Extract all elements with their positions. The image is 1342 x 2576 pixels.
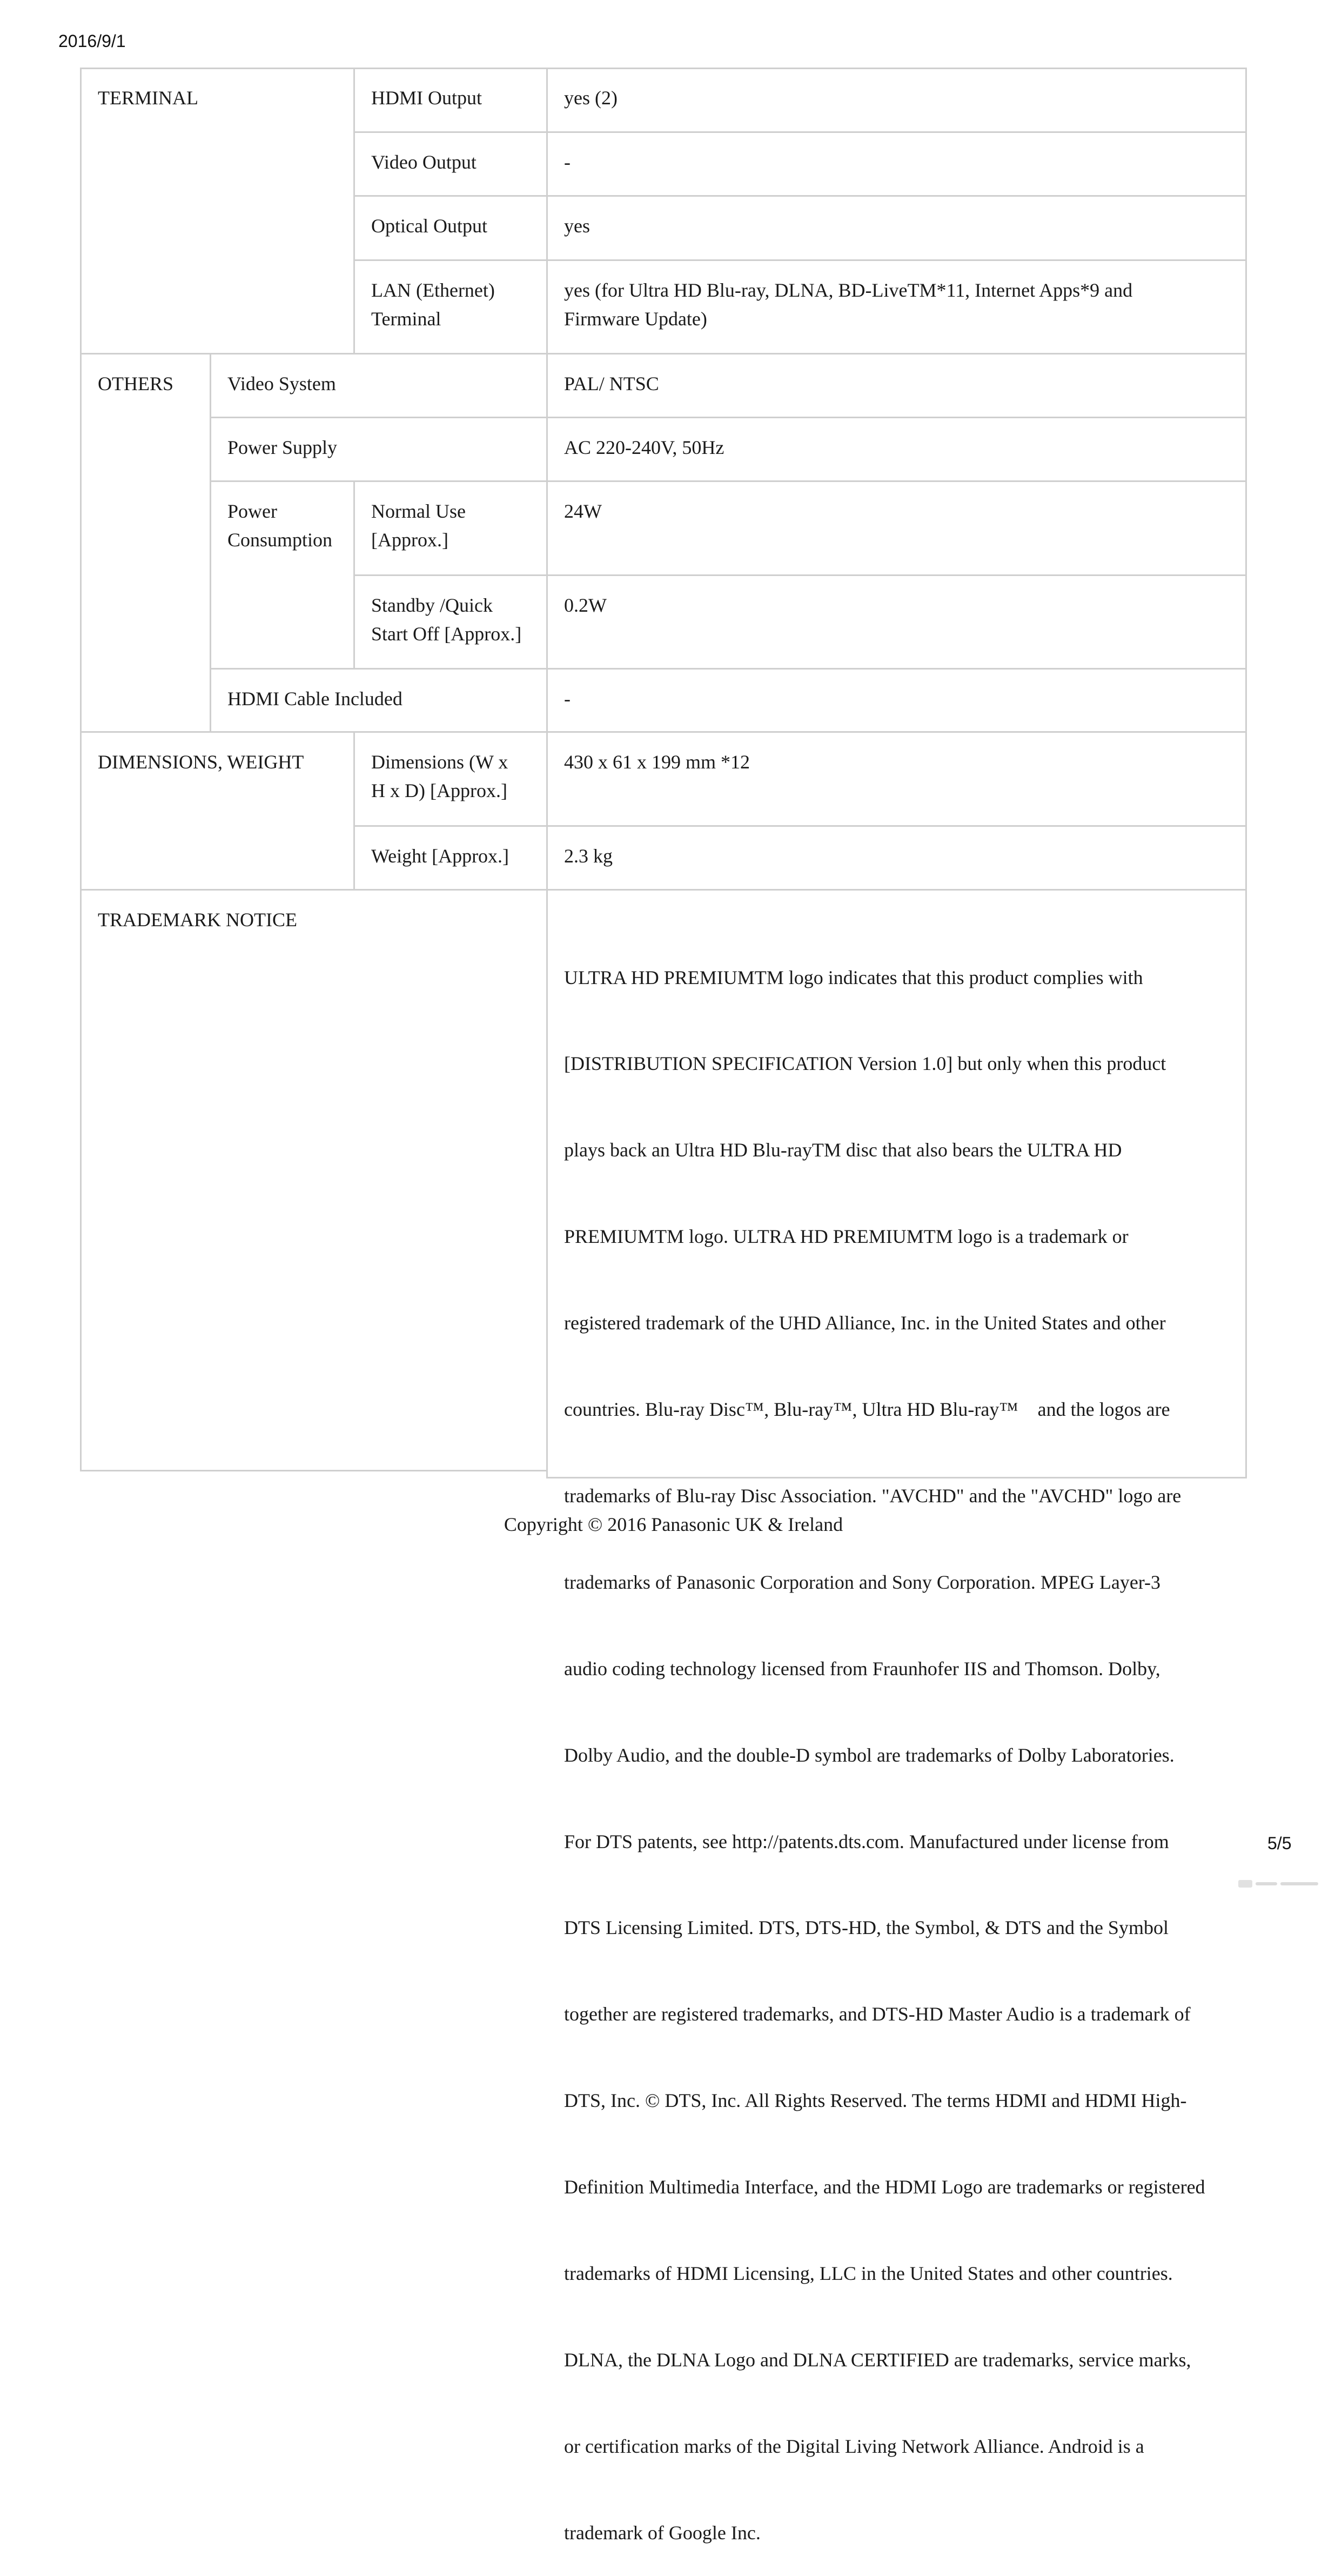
value-power-supply: AC 220-240V, 50Hz [564,437,724,458]
label-power-consumption [210,497,343,554]
category-trademark: TRADEMARK NOTICE [98,909,297,931]
trademark-line: audio coding technology licensed from Fraunhofer IIS and Thomson. Dolby, [564,1657,1160,1680]
page-date: 2016/9/1 [58,31,126,51]
value-lan-terminal [546,276,1143,333]
trademark-line: trademarks of HDMI Licensing, LLC in the United States and other countries. [564,2262,1173,2284]
section-divider [80,353,1247,354]
trademark-line: registered trademark of the UHD Alliance, Inc. in the United States and other [564,1312,1166,1334]
value-trademark-notice [546,906,1245,2576]
label-power-consumption-line1: Power [227,500,277,522]
value-video-system: PAL/ NTSC [564,373,659,394]
category-terminal: TERMINAL [98,87,198,109]
label-hdmi-cable: HDMI Cable Included [227,688,402,710]
page-number: 5/5 [1267,1834,1292,1853]
label-lan-terminal [353,276,506,333]
trademark-line: or certification marks of the Digital Living Network Alliance. Android is a [564,2435,1144,2457]
row-divider [210,417,1247,418]
value-normal-use: 24W [564,500,602,522]
value-dimensions: 430 x 61 x 199 mm *12 [564,751,750,773]
value-standby: 0.2W [564,594,607,616]
table-border-top [80,68,1247,69]
value-optical-output: yes [564,215,590,237]
trademark-line: For DTS patents, see http://patents.dts.com. Manufactured under license from [564,1830,1169,1852]
trademark-line: plays back an Ultra HD Blu-rayTM disc that also bears the ULTRA HD [564,1139,1122,1161]
copyright-notice: Copyright © 2016 Panasonic UK & Ireland [504,1514,843,1535]
section-divider [80,889,1247,891]
label-dimensions [353,748,519,805]
table-border-right [1245,68,1247,1478]
label-lan-line2: Terminal [371,308,441,330]
label-normal-use-line2: [Approx.] [371,529,448,551]
row-divider [210,480,1247,482]
label-dimensions-line2: H x D) [Approx.] [371,780,507,801]
label-standby [353,591,532,648]
trademark-line: trademarks of Panasonic Corporation and Sony Corporation. MPEG Layer-3 [564,1571,1161,1593]
value-lan-line1: yes (for Ultra HD Blu-ray, DLNA, BD-LiveTM*11, Internet Apps*9 and [564,279,1133,301]
label-standby-line2: Start Off [Approx.] [371,623,522,645]
value-lan-line2: Firmware Update) [564,308,707,330]
section-divider [80,731,1247,733]
label-dimensions-line1: Dimensions (W x [371,751,508,773]
trademark-line: Definition Multimedia Interface, and the HDMI Logo are trademarks or registered [564,2176,1205,2198]
row-divider [353,259,1247,261]
value-hdmi-cable: - [564,688,571,710]
trademark-line: DTS Licensing Limited. DTS, DTS-HD, the Symbol, & DTS and the Symbol [564,1917,1169,1939]
label-standby-line1: Standby /Quick [371,594,493,616]
label-normal-use-line1: Normal Use [371,500,466,522]
label-power-supply: Power Supply [227,437,338,458]
table-border-bottom-left [80,1470,546,1471]
trademark-line: countries. Blu-ray Disc™, Blu-ray™, Ultra HD Blu-ray™ and the logos are [564,1399,1170,1421]
trademark-line: trademarks of Blu-ray Disc Association. "AVCHD" and the "AVCHD" logo are [564,1484,1182,1507]
label-optical-output: Optical Output [371,215,487,237]
row-divider [353,131,1247,133]
row-divider [353,825,1247,827]
label-power-consumption-line2: Consumption [227,529,333,551]
trademark-line: DLNA, the DLNA Logo and DLNA CERTIFIED are trademarks, service marks, [564,2348,1191,2371]
label-hdmi-output: HDMI Output [371,87,482,109]
scanner-watermark-icon [1238,1878,1319,1890]
row-divider [353,195,1247,197]
value-video-output: - [564,151,571,173]
row-divider [210,668,1247,670]
label-video-output: Video Output [371,151,477,173]
label-weight: Weight [Approx.] [371,845,509,867]
label-normal-use [353,497,477,554]
label-lan-line1: LAN (Ethernet) [371,279,495,301]
value-weight: 2.3 kg [564,845,613,867]
category-dimensions: DIMENSIONS, WEIGHT [98,751,304,773]
trademark-line: DTS, Inc. © DTS, Inc. All Rights Reserved. The terms HDMI and HDMI High- [564,2090,1187,2112]
category-others: OTHERS [98,373,174,394]
row-divider [353,574,1247,576]
trademark-line: ULTRA HD PREMIUMTM logo indicates that this product complies with [564,966,1143,988]
trademark-line: trademark of Google Inc. [564,2521,761,2544]
label-video-system: Video System [227,373,336,394]
value-hdmi-output: yes (2) [564,87,618,109]
trademark-line: Dolby Audio, and the double-D symbol are trademarks of Dolby Laboratories. [564,1744,1175,1766]
trademark-line: PREMIUMTM logo. ULTRA HD PREMIUMTM logo is a trademark or [564,1226,1129,1248]
trademark-line: [DISTRIBUTION SPECIFICATION Version 1.0] but only when this product [564,1053,1166,1075]
trademark-line: together are registered trademarks, and DTS-HD Master Audio is a trademark of [564,2003,1191,2025]
